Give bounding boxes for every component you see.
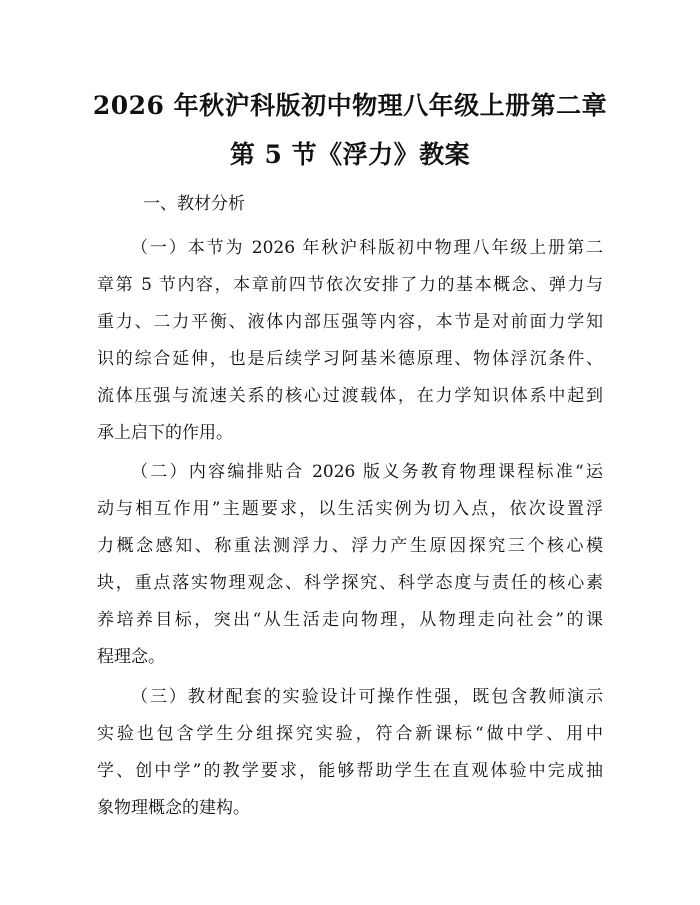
paragraph-line: 象物理概念的建构。 bbox=[97, 798, 250, 818]
paragraph-line: 承上启下的作用。 bbox=[97, 423, 233, 443]
document-title-line-2: 第 5 节《浮力》教案 bbox=[229, 140, 471, 169]
paragraph-line: 块，重点落实物理观念、科学探究、科学态度与责任的核心素 bbox=[97, 573, 603, 593]
section-heading: 一、教材分析 bbox=[143, 194, 245, 214]
paragraph-line: 识的综合延伸，也是后续学习阿基米德原理、物体浮沉条件、 bbox=[97, 349, 603, 369]
document-title-line-1: 2026 年秋沪科版初中物理八年级上册第二章 bbox=[92, 91, 608, 120]
paragraph-line: （三）教材配套的实验设计可操作性强，既包含教师演示 bbox=[131, 687, 603, 707]
paragraph-line: 程理念。 bbox=[97, 647, 165, 667]
paragraph-line: 力概念感知、称重法测浮力、浮力产生原因探究三个核心模 bbox=[97, 536, 603, 556]
paragraph-line: 重力、二力平衡、液体内部压强等内容，本节是对前面力学知 bbox=[97, 312, 603, 332]
paragraph-line: 章第 5 节内容，本章前四节依次安排了力的基本概念、弹力与 bbox=[97, 275, 603, 295]
paragraph-line: 学、创中学”的教学要求，能够帮助学生在直观体验中完成抽 bbox=[97, 761, 603, 781]
paragraph-line: 实验也包含学生分组探究实验，符合新课标“做中学、用中 bbox=[97, 724, 603, 744]
paragraph-line: 动与相互作用”主题要求，以生活实例为切入点，依次设置浮 bbox=[97, 499, 603, 519]
paragraph-line: （二）内容编排贴合 2026 版义务教育物理课程标准“运 bbox=[131, 462, 603, 482]
paragraph-line: 养培养目标，突出“从生活走向物理，从物理走向社会”的课 bbox=[97, 610, 603, 630]
paragraph-line: 流体压强与流速关系的核心过渡载体，在力学知识体系中起到 bbox=[97, 386, 603, 406]
paragraph-line: （一）本节为 2026 年秋沪科版初中物理八年级上册第二 bbox=[131, 238, 603, 258]
